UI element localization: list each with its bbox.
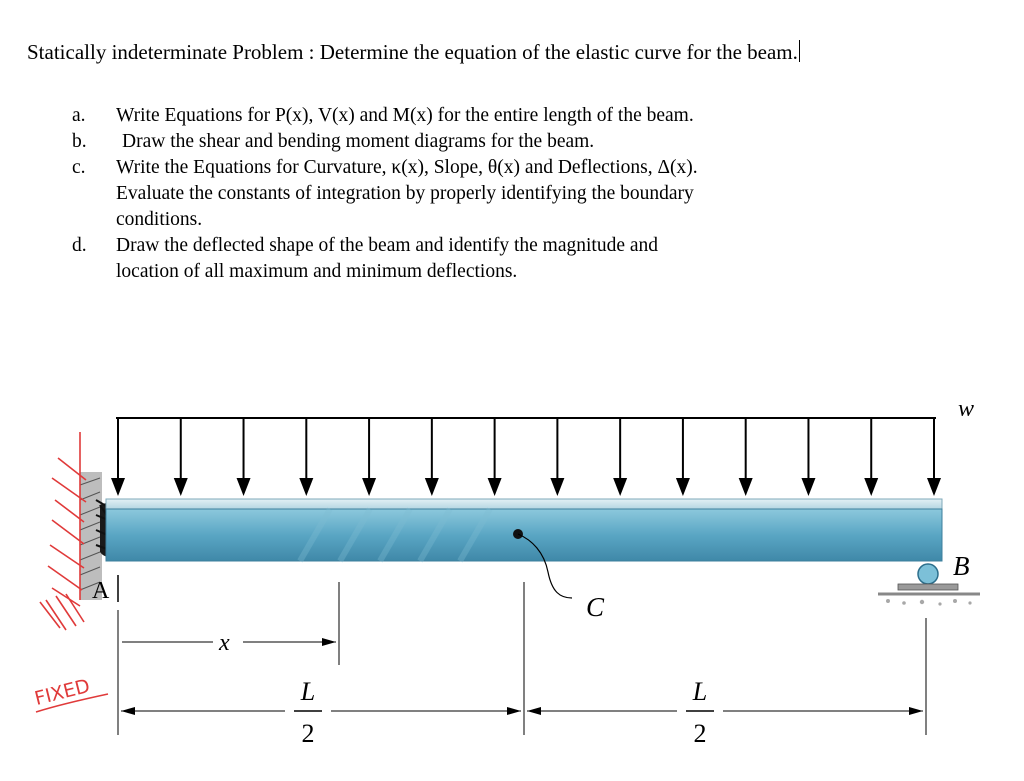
load-arrows — [111, 418, 941, 496]
load-arrow-head — [676, 478, 690, 496]
midpoint-label-c: C — [586, 592, 605, 622]
dimension-lines — [118, 582, 926, 748]
dim-left-denominator: 2 — [301, 719, 315, 748]
load-arrow-head — [362, 478, 376, 496]
task-letter: d. — [72, 235, 87, 256]
load-arrow-head — [237, 478, 251, 496]
fixed-annotation — [32, 675, 108, 712]
support-label-b: B — [953, 551, 970, 581]
load-arrow-head — [739, 478, 753, 496]
dim-left-numerator: L — [300, 677, 316, 706]
task-text: Draw the deflected shape of the beam and identify the magnitude and location of all maximum and minimum deflections. — [116, 235, 659, 282]
distributed-load — [111, 396, 974, 496]
load-arrow-head — [864, 478, 878, 496]
task-letter: b. — [72, 131, 87, 152]
support-label-a: A — [92, 578, 110, 604]
red-annotation-hatching — [40, 432, 86, 630]
load-arrow-head — [488, 478, 502, 496]
load-arrow-head — [299, 478, 313, 496]
task-text: Draw the shear and bending moment diagrams for the beam. — [122, 131, 595, 152]
task-letter: a. — [72, 105, 86, 126]
load-arrow-head — [174, 478, 188, 496]
beam — [106, 499, 942, 561]
load-arrow-head — [425, 478, 439, 496]
dim-right-denominator: 2 — [693, 719, 707, 748]
x-label: x — [219, 630, 230, 656]
load-label: w — [958, 396, 975, 422]
dim-right-numerator: L — [692, 677, 708, 706]
load-arrow-head — [613, 478, 627, 496]
load-arrow-head — [801, 478, 815, 496]
load-arrow-head — [111, 478, 125, 496]
task-text: Write Equations for P(x), V(x) and M(x) for the entire length of the beam. — [116, 105, 694, 126]
load-arrow-head — [550, 478, 564, 496]
task-letter: c. — [72, 157, 86, 178]
task-text: Write the Equations for Curvature, κ(x), Slope, θ(x) and Deflections, Δ(x). Evaluate the constants of integration by properly identifying the boundary conditions. — [116, 157, 698, 230]
load-arrow-head — [927, 478, 941, 496]
fixed-annotation-text: FIXED — [32, 674, 93, 710]
problem-title-text: Statically indeterminate Problem : Determine the equation of the elastic curve for the beam. — [27, 40, 798, 64]
